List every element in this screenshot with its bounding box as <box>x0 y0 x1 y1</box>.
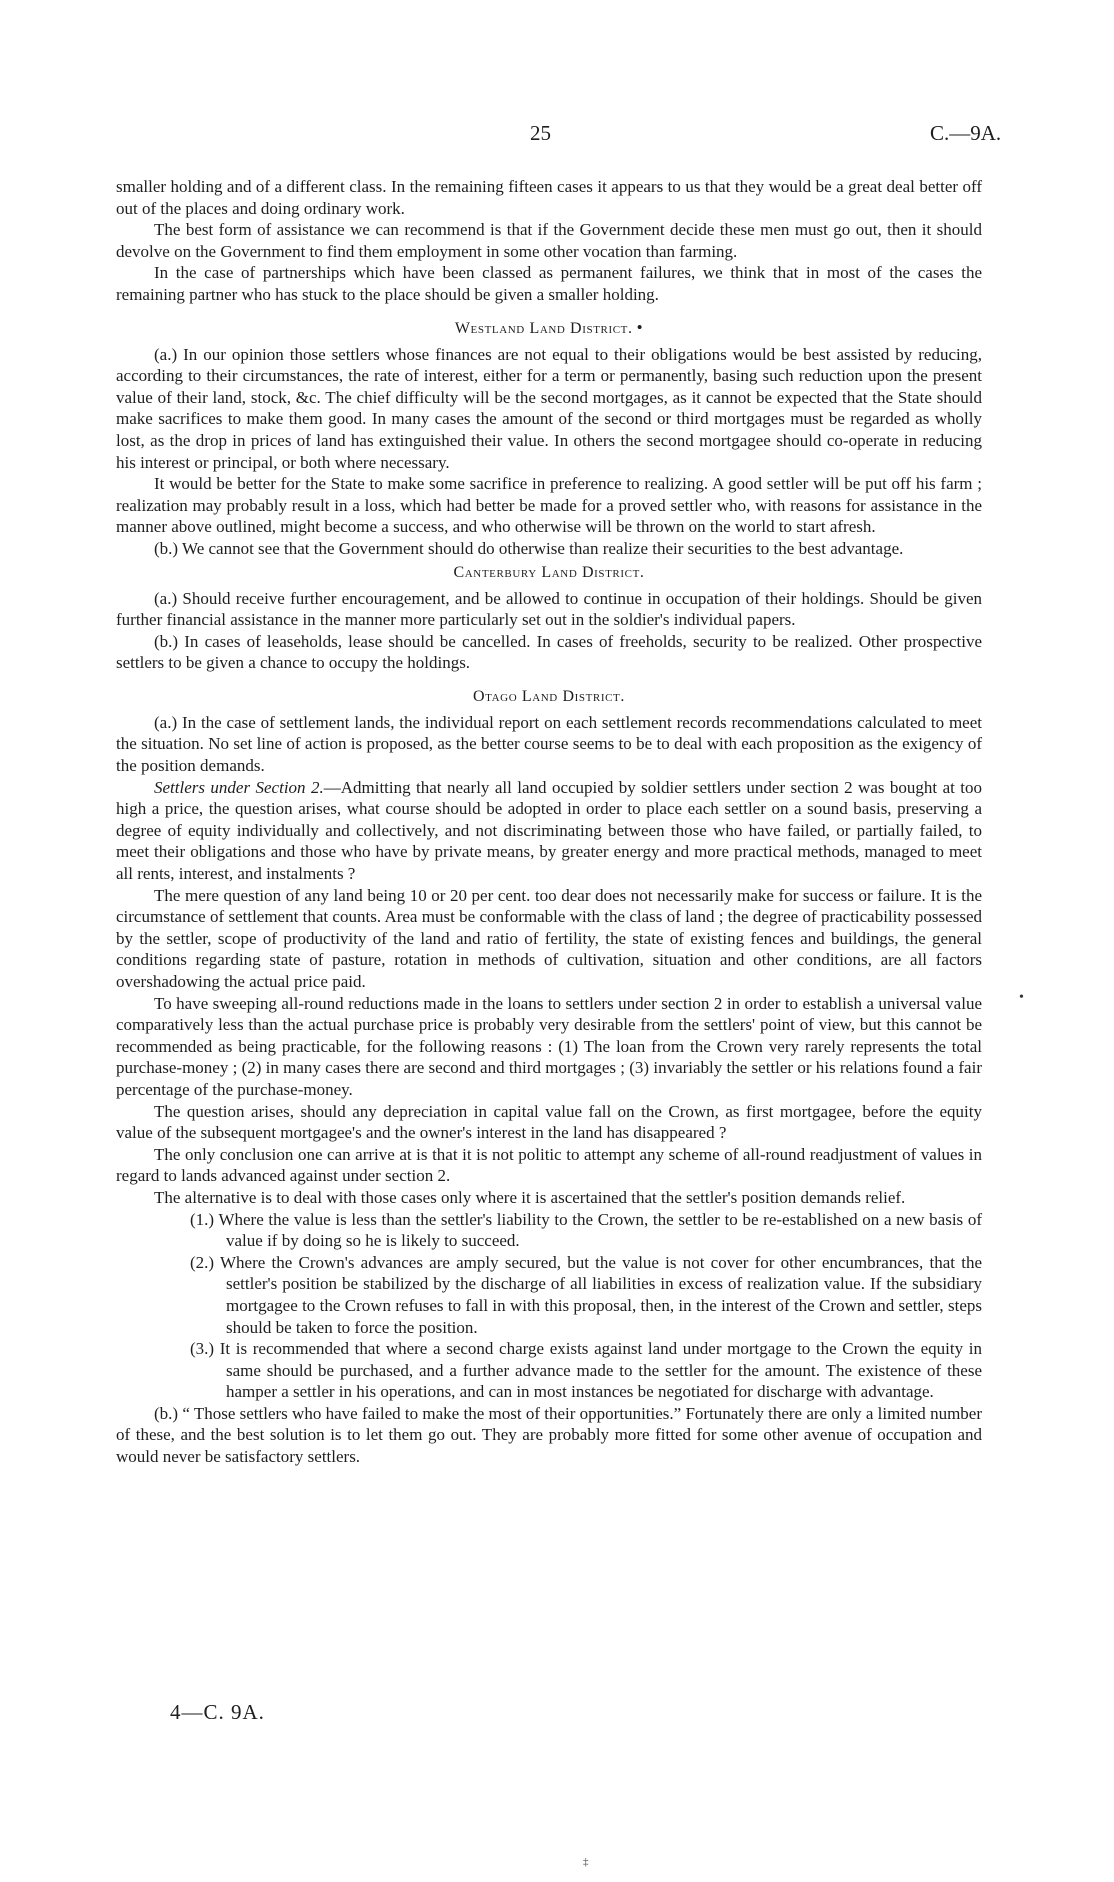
page-header <box>0 121 1114 151</box>
paragraph: smaller holding and of a different class. In the remaining fifteen cases it appears to us that they would be a great deal better off out of the places and doing ordinary work. <box>116 177 982 218</box>
section-heading-westland: Westland Land District. • <box>454 317 644 337</box>
paragraph: (a.) Should receive further encouragement, and be allowed to continue in occupation of their holdings. Should be given further financial assistance in the manner more particularly set out in the soldier's individual papers. <box>116 588 982 630</box>
paragraph: It would be better for the State to make some sacrifice in preference to realizing. A good settler will be put off his farm ; realization may probably result in a loss, which had better be made for a proved settler who, with reasons for assistance in the manner above outlined, might become a success, and who otherwise will be thrown on the world to start afresh. <box>116 474 982 537</box>
paragraph: In the case of partnerships which have been classed as permanent failures, we think that in most of the cases the remaining partner who has stuck to the place should be given a smaller holding. <box>116 263 982 304</box>
page-number: 25 <box>530 121 551 145</box>
italic-subheading: Settlers under Section 2. <box>154 777 324 797</box>
numbered-item: (1.) Where the value is less than the settler's liability to the Crown, the settler to be re-established on a new basis of value if by doing so he is likely to succeed. <box>190 1209 982 1251</box>
paragraph: The question arises, should any depreciation in capital value fall on the Crown, as first mortgagee, before the equity value of the subsequent mortgagee's and the owner's interest in the land has disappeared ? <box>116 1101 982 1143</box>
margin-mark: • <box>1019 990 1024 1005</box>
footer-mark: ‡ <box>583 1856 589 1868</box>
paragraph: The alternative is to deal with those cases only where it is ascertained that the settler's position demands relief. <box>154 1187 906 1207</box>
numbered-item: (2.) Where the Crown's advances are amply secured, but the value is not cover for other encumbrances, that the settler's position be stabilized by the discharge of all liabilities in excess of realization value. If the subsidiary mortgagee to the Crown refuses to fall in with this proposal, then, in the interest of the Crown and settler, steps should be taken to force the position. <box>190 1252 982 1337</box>
paragraph: (b.) In cases of leaseholds, lease should be cancelled. In cases of freeholds, security to be realized. Other prospective settlers to be given a chance to occupy the holdings. <box>116 631 982 673</box>
numbered-item: (3.) It is recommended that where a second charge exists against land under mortgage to the Crown the equity in same should be purchased, and a further advance made to the settler for the amount. The existence of these hamper a settler in his operations, and can in most instances be negotiated for discharge with advantage. <box>190 1339 982 1402</box>
section-heading-otago: Otago Land District. <box>473 687 625 705</box>
paragraph: (b.) “ Those settlers who have failed to make the most of their opportunities.” Fortunately there are only a limited number of these, and the best solution is to let them go out. They are probably more fitted for some other avenue of occupation and would never be satisfactory settlers. <box>116 1403 982 1467</box>
page-body <box>116 176 982 1468</box>
paragraph: (a.) In the case of settlement lands, the individual report on each settlement records recommendations calculated to meet the situation. No set line of action is proposed, as the better course seems to be to deal with each proposition as the exigency of the position demands. <box>116 712 982 776</box>
paragraph-section-2: Settlers under Section 2.—Admitting that nearly all land occupied by soldier settlers under section 2 was bought at too high a price, the question arises, what course should be adopted in order to place each settler on a sound basis, preserving a degree of equity individually and collectively, and not discriminating between those who have failed, or partially failed, to meet their obligations and those who have by private means, by greater energy and more practical methods, managed to meet all rents, interest, and instalments ? <box>116 777 982 884</box>
paragraph: The only conclusion one can arrive at is that it is not politic to attempt any scheme of all-round readjustment of values in regard to lands advanced against under section 2. <box>116 1144 982 1186</box>
paragraph: To have sweeping all-round reductions made in the loans to settlers under section 2 in order to establish a universal value comparatively less than the actual purchase price is probably very desirable from the settlers' point of view, but this cannot be recommended as being practicable, for the following reasons : (1) The loan from the Crown very rarely represents the total purchase-money ; (2) in many cases there are second and third mortgages ; (3) invariably the settler or his relations found a fair percentage of the purchase-money. <box>116 993 982 1099</box>
paragraph: (a.) In our opinion those settlers whose finances are not equal to their obligations would be best assisted by reducing, according to their circumstances, the rate of interest, either for a term or permanently, basing such reduction upon the present value of their land, stock, &c. The chief difficulty will be the second mortgages, as it cannot be expected that the State should make sacrifices to make them good. In many cases the amount of the second or third mortgages must be regarded as wholly lost, as the drop in prices of land has extinguished their value. In others the second mortgagee should co-operate in reducing his interest or principal, or both where necessary. <box>116 344 982 472</box>
signature-line: 4—C. 9A. <box>170 1700 265 1724</box>
document-reference: C.—9A. <box>930 121 1002 145</box>
stray-mark: • <box>636 317 644 337</box>
paragraph: (b.) We cannot see that the Government should do otherwise than realize their securities to the best advantage. <box>154 538 904 558</box>
paragraph: The mere question of any land being 10 or 20 per cent. too dear does not necessarily make for success or failure. It is the circumstance of settlement that counts. Area must be conformable with the class of land ; the degree of practicability possessed by the settler, scope of productivity of the land and ratio of fertility, the state of existing fences and buildings, the general conditions regarding state of pasture, rotation in methods of cultivation, situation and other conditions, are all factors overshadowing the actual price paid. <box>116 885 982 991</box>
paragraph: The best form of assistance we can recommend is that if the Government decide these men must go out, then it should devolve on the Government to find them employment in some other vocation than farming. <box>116 220 982 261</box>
section-heading-canterbury: Canterbury Land District. <box>453 563 645 581</box>
